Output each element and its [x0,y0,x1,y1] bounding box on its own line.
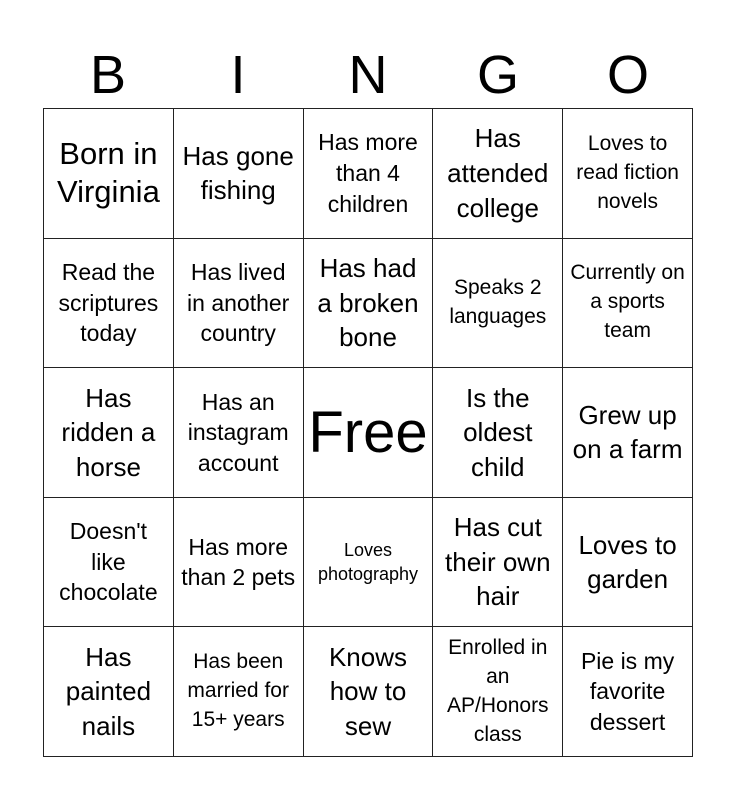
header-letter-i: I [230,45,246,105]
bingo-cell[interactable] [44,239,174,369]
bingo-cell[interactable] [174,627,304,757]
cell-text: Pie is my favorite dessert [580,647,675,735]
bingo-cell[interactable] [563,627,693,757]
bingo-cell[interactable] [433,239,563,369]
bingo-cell[interactable] [433,498,563,628]
header-letter-n: N [348,45,388,105]
cell-text: Has had a broken bone [317,253,419,353]
bingo-cell[interactable] [174,368,304,498]
bingo-cell[interactable] [174,239,304,369]
header-letter-g: G [476,45,519,105]
bingo-cell[interactable] [563,368,693,498]
bingo-cell[interactable] [563,498,693,628]
bingo-cell[interactable] [304,109,434,239]
bingo-cell[interactable] [44,498,174,628]
cell-text: Has lived in another country [187,259,290,347]
cell-text: Has attended college [447,123,549,223]
bingo-cell[interactable] [44,109,174,239]
bingo-cell[interactable] [44,627,174,757]
bingo-cell[interactable] [563,109,693,239]
cell-text: Has gone fishing [182,140,294,206]
cell-text: Doesn't like chocolate [59,518,158,606]
cell-text: Loves photography [317,539,419,585]
cell-text: Has ridden a horse [61,382,156,482]
cell-text: Loves to garden [578,529,677,595]
header-letter-b: B [89,45,127,105]
cell-text: Has been married for 15+ years [187,650,289,732]
cell-text: Grew up on a farm [572,399,683,465]
bingo-cell[interactable] [174,109,304,239]
header-letter-o: O [606,45,649,105]
bingo-cell[interactable] [433,368,563,498]
cell-text: Is the oldest child [463,382,533,482]
cell-text: Has an instagram account [187,388,289,476]
bingo-grid [43,108,693,757]
bingo-cell[interactable] [174,498,304,628]
bingo-cell[interactable] [304,498,434,628]
cell-text: Has more than 2 pets [181,533,296,591]
cell-text: Loves to read fiction novels [576,131,679,213]
cell-text: Has cut their own hair [445,512,551,612]
bingo-cell[interactable] [563,239,693,369]
cell-text: Has painted nails [65,641,152,741]
free-cell[interactable] [304,368,434,498]
cell-text: Speaks 2 languages [449,275,547,328]
bingo-cell[interactable] [433,627,563,757]
cell-text: Currently on a sports team [570,261,685,343]
cell-text: Knows how to sew [328,641,408,741]
cell-text: Read the scriptures today [58,259,159,347]
bingo-cell[interactable] [433,109,563,239]
cell-text: Has more than 4 children [318,129,418,217]
cell-text: Enrolled in an AP/Honors class [447,635,549,746]
bingo-cell[interactable] [44,368,174,498]
cell-text: Free [308,399,428,465]
bingo-cell[interactable] [304,239,434,369]
cell-text: Born in Virginia [56,135,160,210]
bingo-cell[interactable] [304,627,434,757]
bingo-header [43,42,693,108]
